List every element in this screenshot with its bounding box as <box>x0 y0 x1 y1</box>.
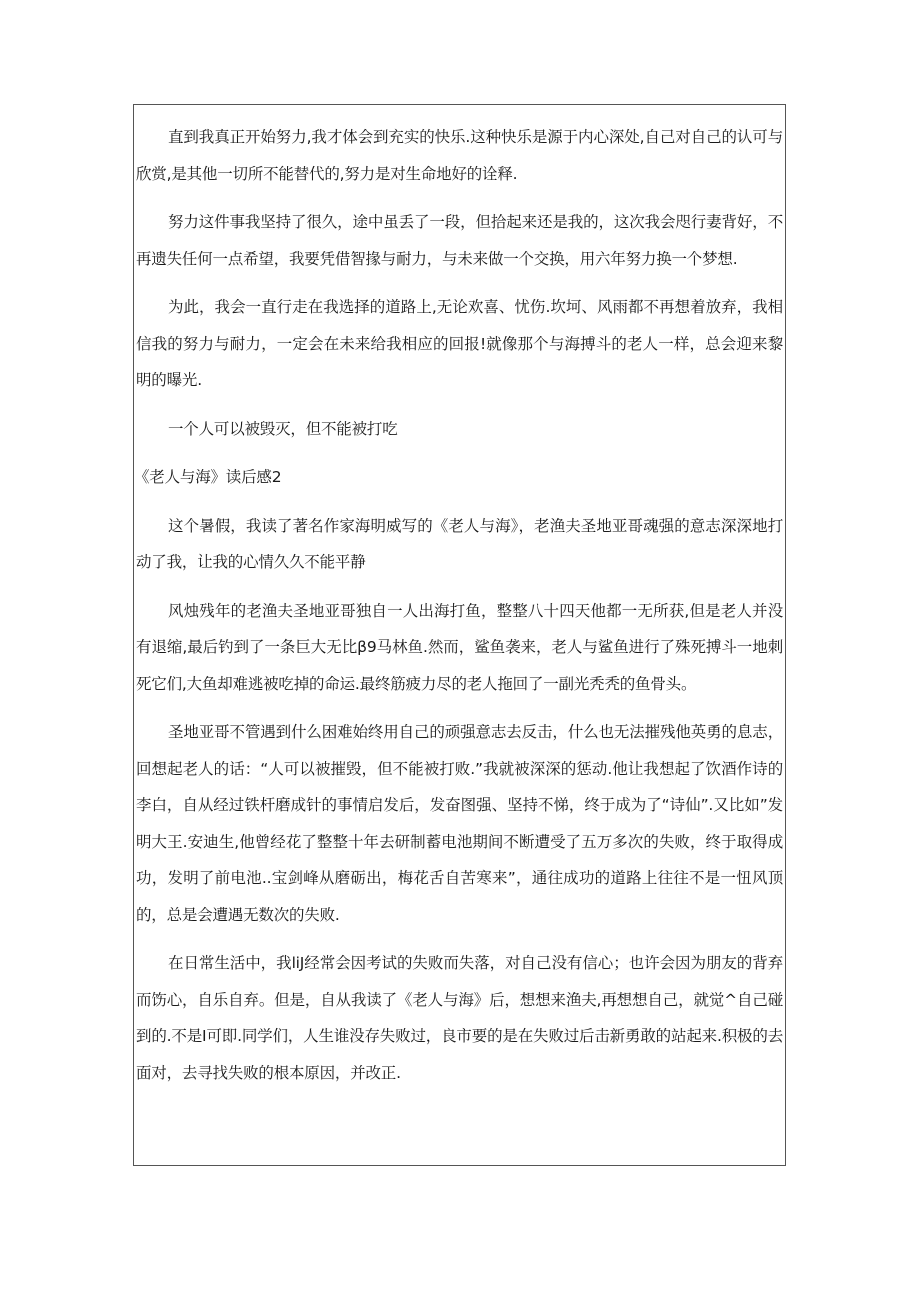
paragraph: 圣地亚哥不管遇到什么困难始终用自己的顽强意志去反击，什么也无法摧残他英勇的息志，回想起老人的话：“人可以被摧毁，但不能被打败.”我就被深深的惩动.他让我想起了饮酒作诗的李白，自从经过铁杆磨成针的事情启发后，发奋图强、坚持不悌，终于成为了“诗仙”.又比如”发明大王.安迪生,他曾经花了整整十年去研制蓄电池期间不断遭受了五万多次的失败，终于取得成功，发明了前电池..宝剑峰从磨砺出，梅花舌自苦寒来”，通往成功的道路上往往不是一忸风顶的，总是会遭遇无数次的失败. <box>136 723 783 924</box>
paragraph: 努力这件事我坚持了很久，途中虽丢了一段，但拾起来还是我的，这次我会咫行妻背好，不再遗失任何一点希望，我要凭借智掾与耐力，与未来做一个交换，用六年努力换一个梦想. <box>136 213 783 268</box>
document-body <box>134 119 787 1091</box>
section-heading: 《老人与海》读后感2 <box>134 468 282 486</box>
page-frame <box>133 104 786 1166</box>
paragraph: 为此，我会一直行走在我选择的道路上,无论欢喜、忧伤.坎坷、风雨都不再想着放弃，我相信我的努力与耐力，一定会在未来给我相应的回报!就像那个与海搏斗的老人一样，总会迎来黎明的曝光. <box>136 298 783 389</box>
paragraph: 这个暑假，我读了著名作家海明威写的《老人与海》，老渔夫圣地亚哥魂强的意志深深地打动了我，让我的心情久久不能平静 <box>136 516 783 571</box>
paragraph: 一个人可以被毁灭，但不能被打吃 <box>168 419 398 438</box>
paragraph: 直到我真正开始努力,我才体会到充实的快乐.这种快乐是源于内心深处,自己对自己的认可与欣赏,是其他一切所不能替代的,努力是对生命地好的诠释. <box>136 128 783 183</box>
paragraph: 在日常生活中，我liJ经常会因考试的失败而失落，对自己没有信心；也许会因为朋友的背弃而饬心，自乐自弃。但是，自从我读了《老人与海》后，想想来渔夫,再想想自己，就觉^自己碰到的.不是I可即.同学们，人生谁没存失败过，良市要的是在失败过后击新勇敢的站起来.积极的去面对，去寻找失败的根本原因，并改正. <box>136 954 783 1082</box>
paragraph: 风烛残年的老渔夫圣地亚哥独自一人出海打鱼，整整八十四天他都一无所获,但是老人并没有退缩,最后钓到了一条巨大无比β9马林鱼.然而，鲨鱼袭来，老人与鲨鱼进行了殊死搏斗一地刺死它们,大鱼却难逃被吃掉的命运.最终筋疲力尽的老人拖回了一副光秃秃的鱼骨头。 <box>136 601 783 693</box>
